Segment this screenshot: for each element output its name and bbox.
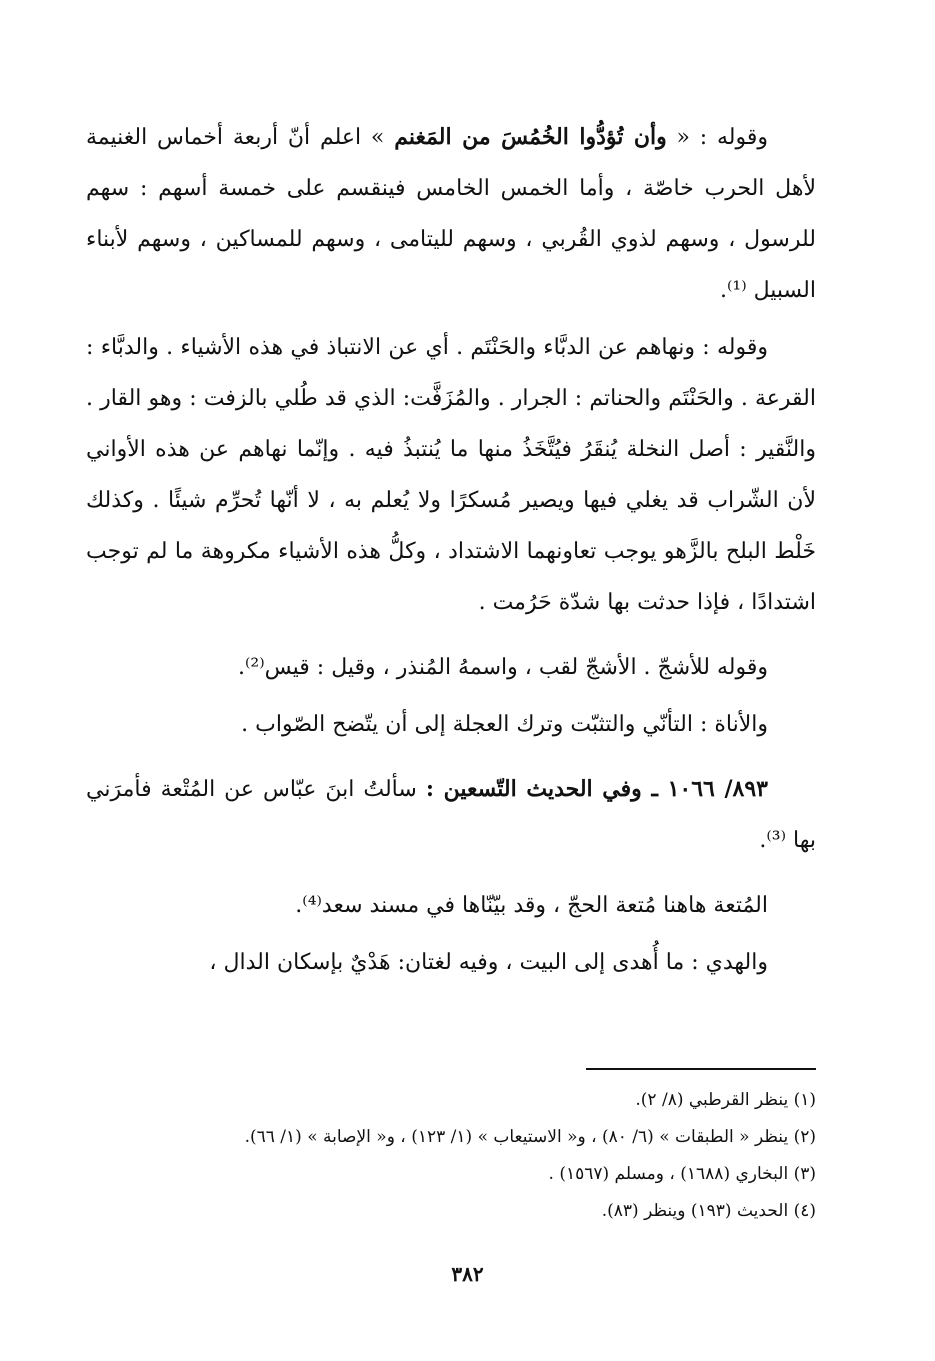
paragraph-khumus xyxy=(86,112,816,316)
paragraph-khumus-prefix: وقوله : « xyxy=(666,125,769,150)
quran-quote: وأن تُؤدُّوا الخُمُسَ من المَغنم xyxy=(394,124,667,150)
paragraph-vessels: وقوله : ونهاهم عن الدبَّاء والحَنْتَم . أي عن الانتباذ في هذه الأشياء . والدبَّاء : القرعة . والحَنْتَم والحناتم : الجرار . والمُزَفَّت: الذي قد طُلي بالزفت : وهو القار . والنَّقير : أصل النخلة يُنقَرُ فيُتَّخَذُ منها ما يُنتبذُ فيه . وإنّما نهاهم عن هذه الأواني لأن الشّراب قد يغلي فيها ويصير مُسكرًا ولا يُعلم به ، لا أنّها تُحرِّم شيئًا . وكذلك خَلْط البلح بالزَّهو يوجب تعاونهما الاشتداد ، وكلُّ هذه الأشياء مكروهة ما لم توجب اشتدادًا ، فإذا حدثت بها شدّة حَرُمت . xyxy=(86,335,816,615)
footnote-item: (١) ينظر القرطبي (٨/ ٢). xyxy=(635,1090,816,1110)
paragraph-ashajj: وقوله للأشجّ . الأشجّ لقب ، واسمهُ المُنذر ، وقيل : قيس⁽²⁾. xyxy=(237,655,768,680)
paragraph-anah: والأناة : التأنّي والتثبّت وترك العجلة إلى أن يتّضح الصّواب . xyxy=(241,712,768,737)
footnote-item: (٤) الحديث (١٩٣) وينظر (٨٣). xyxy=(601,1201,816,1221)
hadith-text: سألتُ ابنَ عبّاس عن المُتْعة فأمرَني بها ⁽³⁾. xyxy=(86,777,816,853)
hadith-heading xyxy=(86,764,816,866)
paragraph-khumus-body: » اعلم أنّ أربعة أخماس الغنيمة لأهل الحرب خاصّة ، وأما الخمس الخامس فينقسم على خمسة أسهم : سهم للرسول ، وسهم لذوي القُربي ، وسهم لليتامى ، وسهم للمساكين ، وسهم لأبناء السبيل ⁽¹⁾. xyxy=(86,125,816,303)
footnote-separator xyxy=(586,1068,816,1070)
page-number: ٣٨٢ xyxy=(451,1262,484,1286)
footnotes xyxy=(86,1082,816,1230)
main-text xyxy=(86,112,816,988)
hadith-number: ٨٩٣/ ١٠٦٦ ـ وفي الحديث التّسعين : xyxy=(425,776,768,802)
paragraph-mutah: المُتعة هاهنا مُتعة الحجّ ، وقد بيّنّاها في مسند سعد⁽⁴⁾. xyxy=(295,893,768,918)
footnote-item: (٣) البخاري (١٦٨٨) ، ومسلم (١٥٦٧) . xyxy=(548,1164,816,1184)
footnote-item: (٢) ينظر « الطبقات » (٦/ ٨٠) ، و« الاستيعاب » (١/ ١٢٣) ، و« الإصابة » (١/ ٦٦). xyxy=(244,1127,816,1147)
paragraph-hady: والهدي : ما أُهدى إلى البيت ، وفيه لغتان: هَدْيٌ بإسكان الدال ، xyxy=(209,950,768,975)
